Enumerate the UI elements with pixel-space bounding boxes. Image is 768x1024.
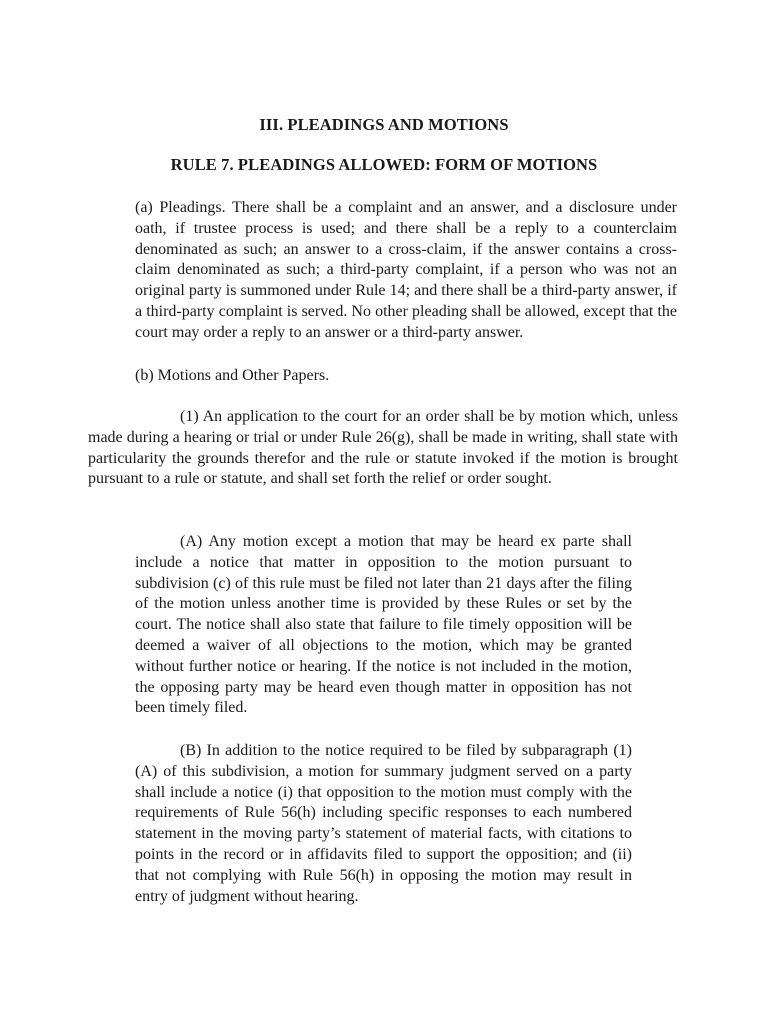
paragraph-b-heading: (b) Motions and Other Papers. xyxy=(135,367,330,384)
part-heading: III. PLEADINGS AND MOTIONS xyxy=(259,115,509,134)
paragraph-a-pleadings: (a) Pleadings. There shall be a complaint and an answer, and a disclosure under oath, if trustee process is used; and there shall be a reply to a counterclaim denominated as such; an answer to a cross-claim, if the answer contains a cross-claim denominated as such; a third-party complaint, if a person who was not an original party is summoned under Rule 14; and there shall be a third-party answer, if a third-party complaint is served. No other pleading shall be allowed, except that the court may order a reply to an answer or a third-party answer. xyxy=(135,199,677,341)
subparagraph-B-summary-judgment: (B) In addition to the notice required to be filed by subparagraph (1)(A) of this subdivision, a motion for summary judgment served on a party shall include a notice (i) that opposition to the motion must comply with the requirements of Rule 56(h) including specific responses to each numbered statement in the moving party’s statement of material facts, with citations to points in the record or in affidavits filed to support the opposition; and (ii) that not complying with Rule 56(h) in opposing the motion may result in entry of judgment without hearing. xyxy=(135,742,632,905)
subparagraph-A-notice: (A) Any motion except a motion that may be heard ex parte shall include a notice that matter in opposition to the motion pursuant to subdivision (c) of this rule must be filed not later than 21 days after the filing of the motion unless another time is provided by these Rules or set by the court. The notice shall also state that failure to file timely opposition will be deemed a waiver of all objections to the motion, which may be granted without further notice or hearing. If the notice is not included in the motion, the opposing party may be heard even though matter in opposition has not been timely filed. xyxy=(135,533,632,717)
rule-heading: RULE 7. PLEADINGS ALLOWED: FORM OF MOTIONS xyxy=(170,155,598,174)
paragraph-b1-application: (1) An application to the court for an order shall be by motion which, unless made during a hearing or trial or under Rule 26(g), shall be made in writing, shall state with particularity the grounds therefor and the rule or statute invoked if the motion is brought pursuant to a rule or statute, and shall set forth the relief or order sought. xyxy=(88,408,678,488)
